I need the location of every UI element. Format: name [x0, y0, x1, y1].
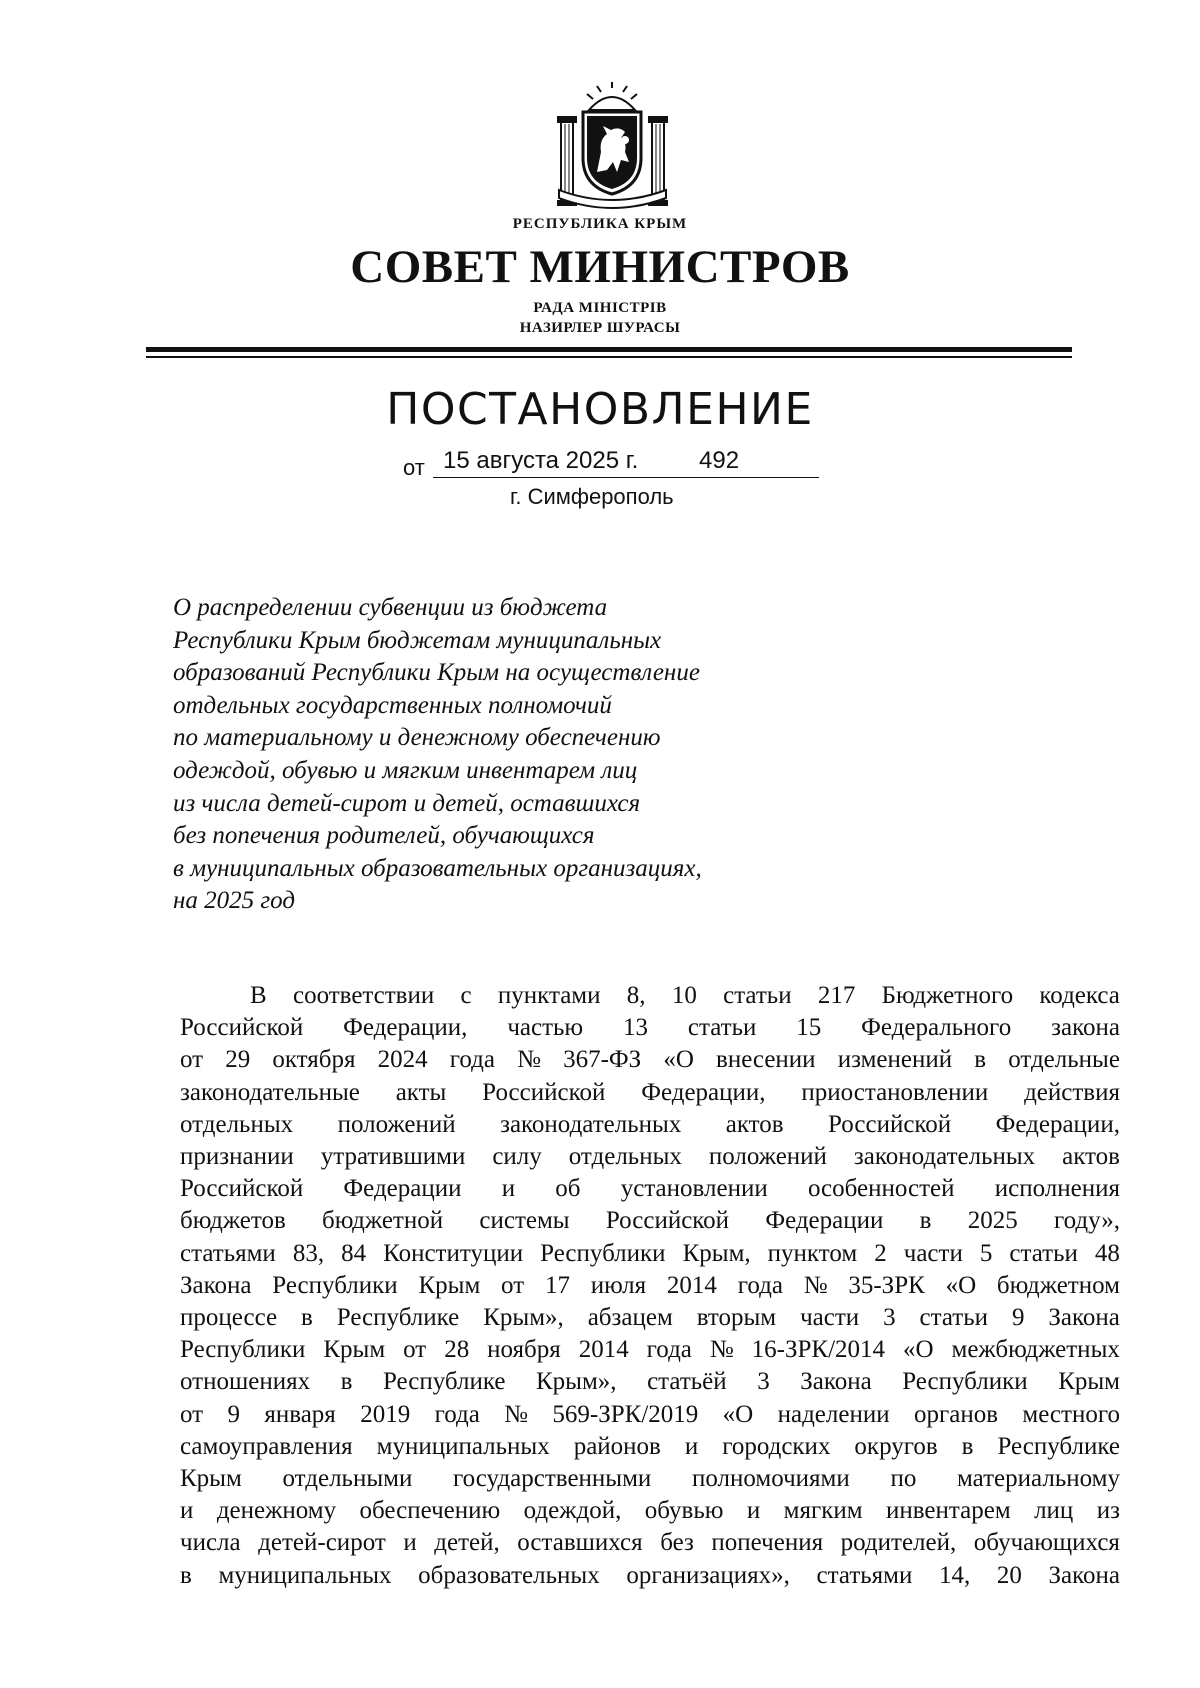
body-line: статьями 83, 84 Конституции Республики Крым, пунктом 2 части 5 статьи 48 — [180, 1239, 1120, 1267]
title-line: из числа детей-сирот и детей, оставшихся — [173, 789, 641, 817]
title-line: на 2025 год — [173, 887, 295, 915]
body-line: от 29 октября 2024 года № 367-ФЗ «О внесении изменений в отдельные — [180, 1046, 1120, 1074]
document-city: г. Симферополь — [510, 484, 674, 509]
document-type: ПОСТАНОВЛЕНИЕ — [386, 384, 814, 435]
body-line: Российской Федерации и об установлении особенностей исполнения — [180, 1175, 1120, 1203]
date-prefix: от — [403, 455, 425, 480]
title-line: отдельных государственных полномочий — [173, 691, 612, 719]
council-title: СОВЕТ МИНИСТРОВ — [350, 241, 850, 293]
date-underline — [433, 477, 819, 478]
document-title — [173, 592, 773, 918]
body-line: самоуправления муниципальных районов и городских округов в Республике — [180, 1432, 1120, 1460]
title-line: Республики Крым бюджетам муниципальных — [173, 626, 662, 654]
header-divider — [146, 347, 1072, 352]
body-line: бюджетов бюджетной системы Российской Федерации в 2025 году», — [180, 1207, 1120, 1235]
title-line: в муниципальных образовательных организациях, — [173, 854, 702, 882]
body-line: числа детей-сирот и детей, оставшихся без попечения родителей, обучающихся — [180, 1529, 1120, 1557]
rada-label: РАДА МІНІСТРІВ — [533, 300, 667, 316]
body-line: и денежному обеспечению одеждой, обувью и мягким инвентарем лиц из — [180, 1497, 1120, 1525]
body-line: Закона Республики Крым от 17 июля 2014 года № 35-ЗРК «О бюджетном — [180, 1271, 1120, 1299]
document-number: 492 — [699, 447, 740, 474]
body-line: Республики Крым от 28 ноября 2014 года № 16-ЗРК/2014 «О межбюджетных — [180, 1336, 1120, 1364]
title-line: одеждой, обувью и мягким инвентарем лиц — [173, 756, 638, 784]
body-line: Российской Федерации, частью 13 статьи 15 Федерального закона — [180, 1014, 1120, 1042]
coat-of-arms-icon — [555, 82, 670, 212]
body-line: Крым отдельными государственными полномочиями по материальному — [180, 1465, 1120, 1493]
title-line: образований Республики Крым на осуществление — [173, 659, 700, 687]
body-line: отдельных положений законодательных актов Российской Федерации, — [180, 1110, 1120, 1138]
title-line: без попечения родителей, обучающихся — [173, 822, 595, 850]
document-body — [180, 980, 1120, 1592]
title-line: О распределении субвенции из бюджета — [173, 594, 608, 621]
body-line: в муниципальных образовательных организациях», статьями 14, 20 Закона — [180, 1561, 1120, 1589]
body-line: от 9 января 2019 года № 569-ЗРК/2019 «О наделении органов местного — [180, 1400, 1120, 1428]
body-line: признании утратившими силу отдельных положений законодательных актов — [180, 1143, 1120, 1171]
body-line: процессе в Республике Крым», абзацем вторым части 3 статьи 9 Закона — [180, 1304, 1120, 1332]
body-line: законодательные акты Российской Федерации, приостановлении действия — [180, 1078, 1120, 1106]
title-line: по материальному и денежному обеспечению — [173, 724, 661, 752]
document-date: 15 августа 2025 г. — [443, 447, 639, 474]
nazirler-label: НАЗИРЛЕР ШУРАСЫ — [519, 320, 681, 336]
header-divider-thin — [146, 356, 1072, 358]
date-line — [403, 447, 823, 481]
body-line: отношениях в Республике Крым», статьёй 3 Закона Республики Крым — [180, 1368, 1120, 1396]
republic-label: РЕСПУБЛИКА КРЫМ — [512, 216, 688, 232]
body-line: В соответствии с пунктами 8, 10 статьи 217 Бюджетного кодекса — [250, 982, 1120, 1009]
